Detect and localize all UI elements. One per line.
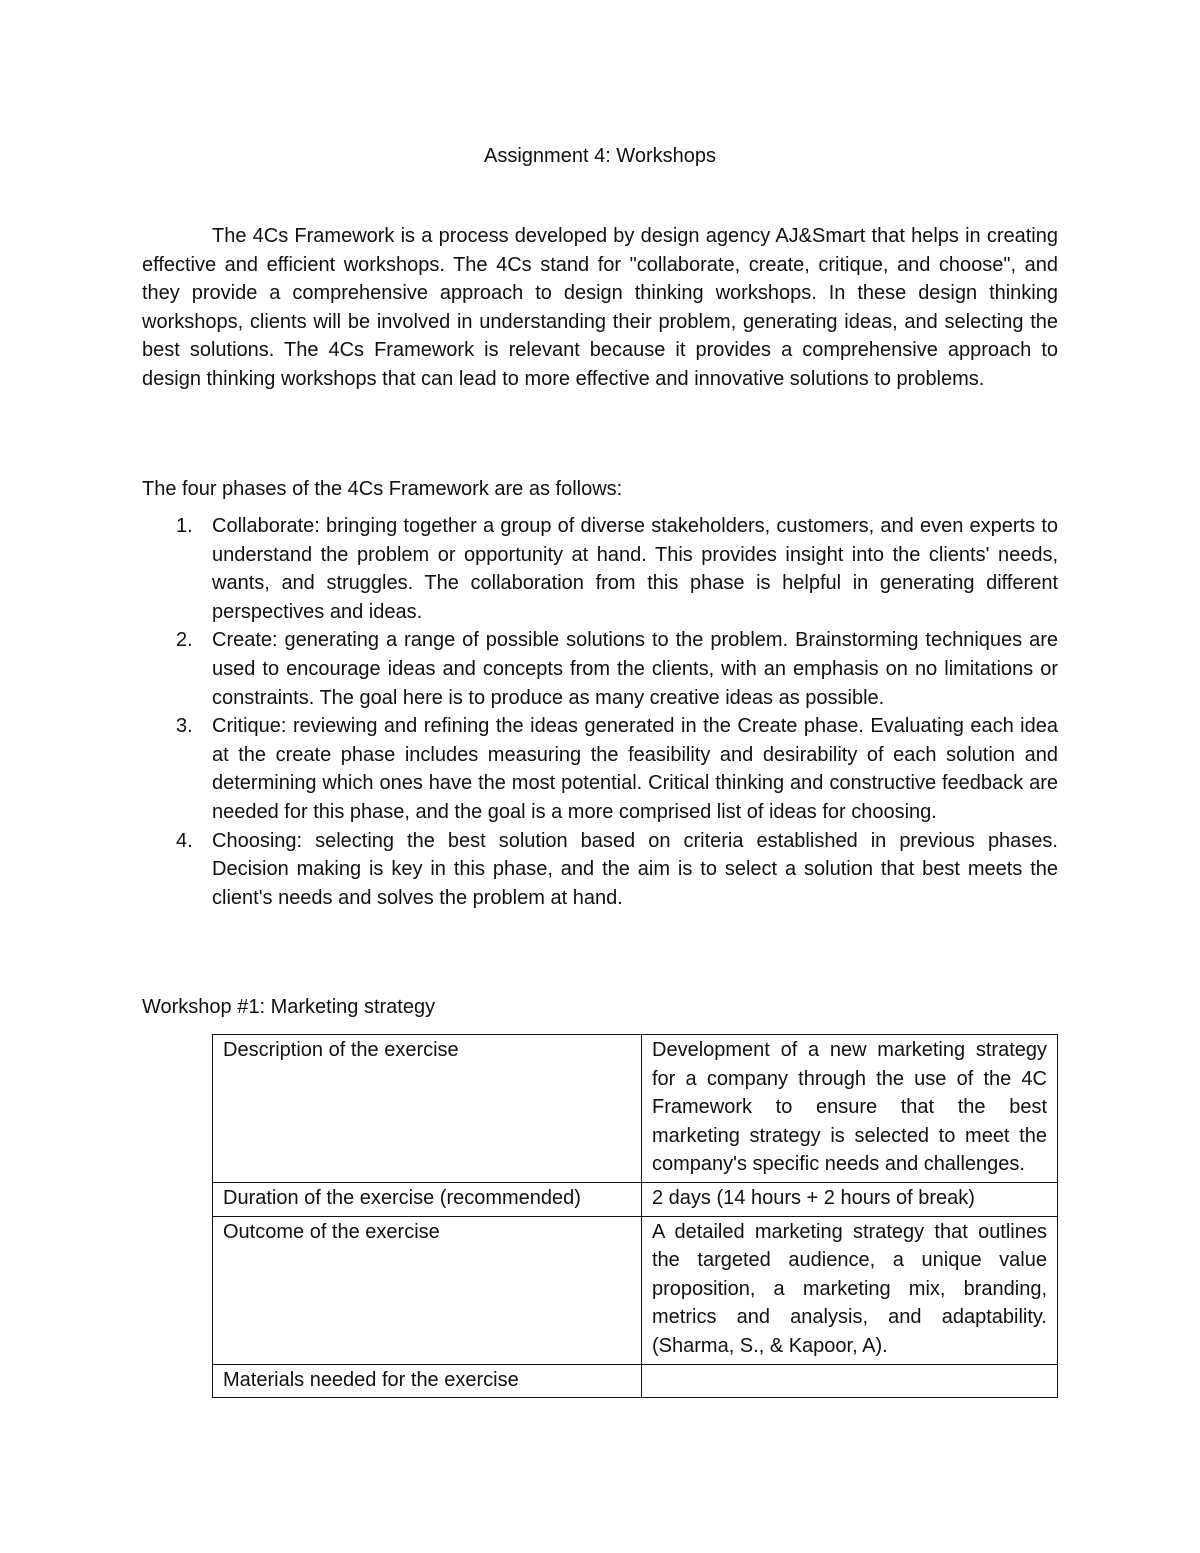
page-title: Assignment 4: Workshops [484, 145, 716, 167]
table-cell-label: Description of the exercise [213, 1035, 642, 1183]
table-cell-value: Development of a new marketing strategy for a company through the use of the 4C Framework to ensure that the best marketing strategy is selected to meet the company's specific needs and challenges. [642, 1035, 1058, 1183]
table-cell-value [642, 1364, 1058, 1398]
phases-heading: The four phases of the 4Cs Framework are as follows: [142, 478, 623, 500]
table-cell-label: Materials needed for the exercise [213, 1364, 642, 1398]
phase-number: 4. [176, 829, 193, 852]
phase-item-create [142, 626, 1058, 712]
workshop-table [212, 1034, 1058, 1398]
intro-paragraph: The 4Cs Framework is a process developed by design agency AJ&Smart that helps in creating effective and efficient workshops. The 4Cs stand for "collaborate, create, critique, and choose", and they provide a comprehensive approach to design thinking workshops. In these design thinking workshops, clients will be involved in understanding their problem, generating ideas, and selecting the best solutions. The 4Cs Framework is relevant because it provides a comprehensive approach to design thinking workshops that can lead to more effective and innovative solutions to problems. [142, 225, 1058, 390]
workshop-heading: Workshop #1: Marketing strategy [142, 996, 436, 1018]
table-cell-label: Outcome of the exercise [213, 1216, 642, 1364]
phase-item-critique [142, 712, 1058, 826]
phase-list [142, 512, 1058, 912]
table-cell-value: 2 days (14 hours + 2 hours of break) [642, 1182, 1058, 1216]
phase-text: Create: generating a range of possible solutions to the problem. Brainstorming techniques are used to encourage ideas and concepts from the clients, with an emphasis on no limitations or constraints. The goal here is to produce as many creative ideas as possible. [212, 629, 1058, 709]
table-row [213, 1182, 1058, 1216]
phase-text: Critique: reviewing and refining the ideas generated in the Create phase. Evaluating each idea at the create phase includes measuring the feasibility and desirability of each solution and determining which ones have the most potential. Critical thinking and constructive feedback are needed for this phase, and the goal is a more comprised list of ideas for choosing. [212, 715, 1058, 823]
phase-number: 3. [176, 715, 193, 738]
phase-text: Collaborate: bringing together a group of diverse stakeholders, customers, and even experts to understand the problem or opportunity at hand. This provides insight into the clients' needs, wants, and struggles. The collaboration from this phase is helpful in generating different perspectives and ideas. [212, 515, 1058, 623]
phase-text: Choosing: selecting the best solution based on criteria established in previous phases. Decision making is key in this phase, and the aim is to select a solution that best meets the client's needs and solves the problem at hand. [212, 829, 1058, 909]
table-row [213, 1216, 1058, 1364]
table-row [213, 1364, 1058, 1398]
table-cell-label: Duration of the exercise (recommended) [213, 1182, 642, 1216]
table-row [213, 1035, 1058, 1183]
phase-number: 2. [176, 629, 193, 652]
phase-item-choosing [142, 827, 1058, 913]
phase-item-collaborate [142, 512, 1058, 626]
phase-number: 1. [176, 515, 193, 537]
table-cell-value: A detailed marketing strategy that outlines the targeted audience, a unique value proposition, a marketing mix, branding, metrics and analysis, and adaptability. (Sharma, S., & Kapoor, A). [642, 1216, 1058, 1364]
